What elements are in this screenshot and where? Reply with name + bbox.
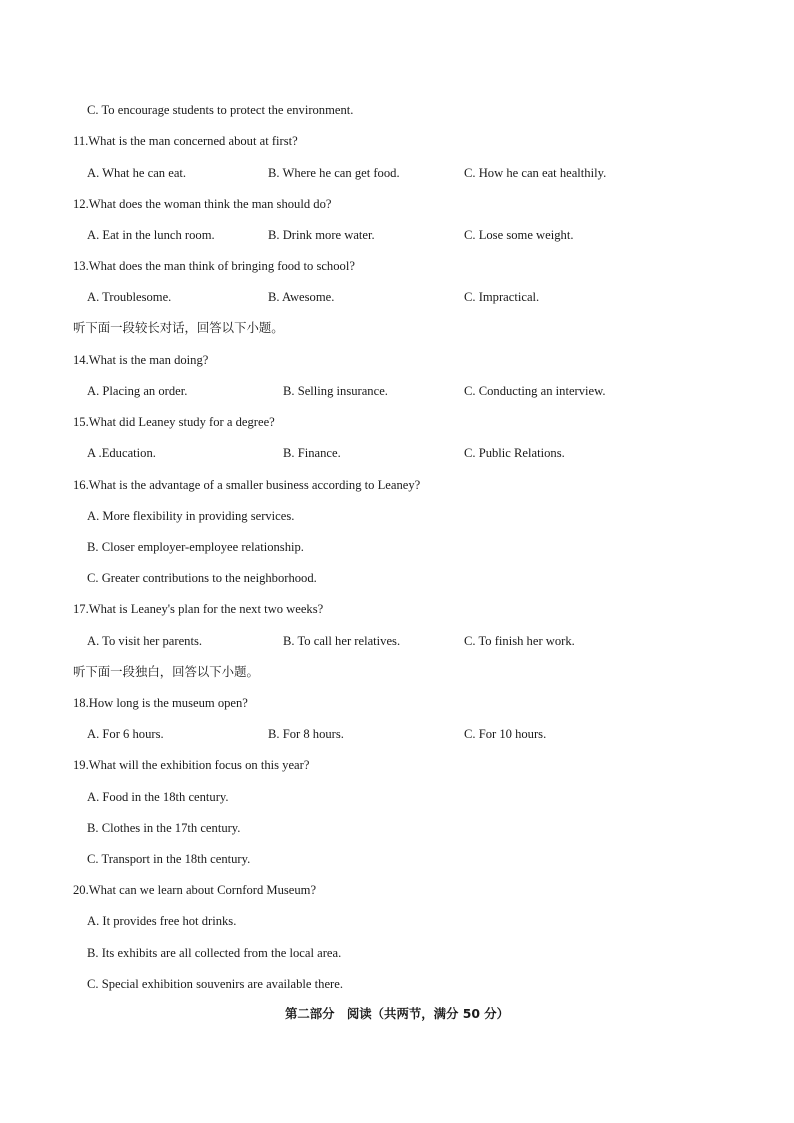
q18-option-a: A. For 6 hours. — [87, 727, 164, 741]
question-19: 19.What will the exhibition focus on this year? — [73, 758, 310, 772]
q17-option-c: C. To finish her work. — [464, 634, 575, 648]
q15-option-a: A .Education. — [87, 446, 156, 460]
part-two-heading: 第二部分 阅读（共两节，满分 50 分） — [284, 1006, 510, 1021]
q20-option-b: B. Its exhibits are all collected from the local area. — [87, 946, 342, 960]
question-20: 20.What can we learn about Cornford Museum? — [73, 883, 317, 897]
q11-option-b: B. Where he can get food. — [268, 166, 400, 180]
q11-option-c: C. How he can eat healthily. — [464, 166, 607, 180]
q11-option-a: A. What he can eat. — [87, 166, 187, 180]
section-instruction-monologue: 听下面一段独白，回答以下小题。 — [73, 664, 259, 679]
q17-option-a: A. To visit her parents. — [87, 634, 203, 648]
q10-option-c: C. To encourage students to protect the environment. — [87, 103, 354, 117]
q12-option-b: B. Drink more water. — [268, 228, 375, 242]
q16-option-c: C. Greater contributions to the neighborhood. — [87, 571, 317, 585]
question-18: 18.How long is the museum open? — [73, 696, 248, 710]
question-11: 11.What is the man concerned about at first? — [73, 134, 298, 148]
q18-option-b: B. For 8 hours. — [268, 727, 344, 741]
q16-option-b: B. Closer employer-employee relationship. — [87, 540, 304, 554]
q16-option-a: A. More flexibility in providing services. — [87, 509, 295, 523]
q13-option-b: B. Awesome. — [268, 290, 335, 304]
question-17: 17.What is Leaney's plan for the next two weeks? — [73, 602, 324, 616]
q20-option-c: C. Special exhibition souvenirs are available there. — [87, 977, 343, 991]
q14-option-b: B. Selling insurance. — [283, 384, 388, 398]
question-16: 16.What is the advantage of a smaller business according to Leaney? — [73, 478, 421, 492]
question-13: 13.What does the man think of bringing food to school? — [73, 259, 355, 273]
q13-option-a: A. Troublesome. — [87, 290, 172, 304]
q17-option-b: B. To call her relatives. — [283, 634, 401, 648]
section-instruction-long-dialogue: 听下面一段较长对话，回答以下小题。 — [73, 320, 284, 335]
question-12: 12.What does the woman think the man should do? — [73, 197, 332, 211]
question-14: 14.What is the man doing? — [73, 353, 209, 367]
q18-option-c: C. For 10 hours. — [464, 727, 547, 741]
q19-option-c: C. Transport in the 18th century. — [87, 852, 251, 866]
q19-option-a: A. Food in the 18th century. — [87, 790, 229, 804]
q20-option-a: A. It provides free hot drinks. — [87, 914, 237, 928]
q12-option-a: A. Eat in the lunch room. — [87, 228, 215, 242]
q15-option-c: C. Public Relations. — [464, 446, 565, 460]
q13-option-c: C. Impractical. — [464, 290, 540, 304]
q12-option-c: C. Lose some weight. — [464, 228, 574, 242]
q15-option-b: B. Finance. — [283, 446, 341, 460]
q19-option-b: B. Clothes in the 17th century. — [87, 821, 241, 835]
question-15: 15.What did Leaney study for a degree? — [73, 415, 275, 429]
q14-option-c: C. Conducting an interview. — [464, 384, 606, 398]
q14-option-a: A. Placing an order. — [87, 384, 188, 398]
